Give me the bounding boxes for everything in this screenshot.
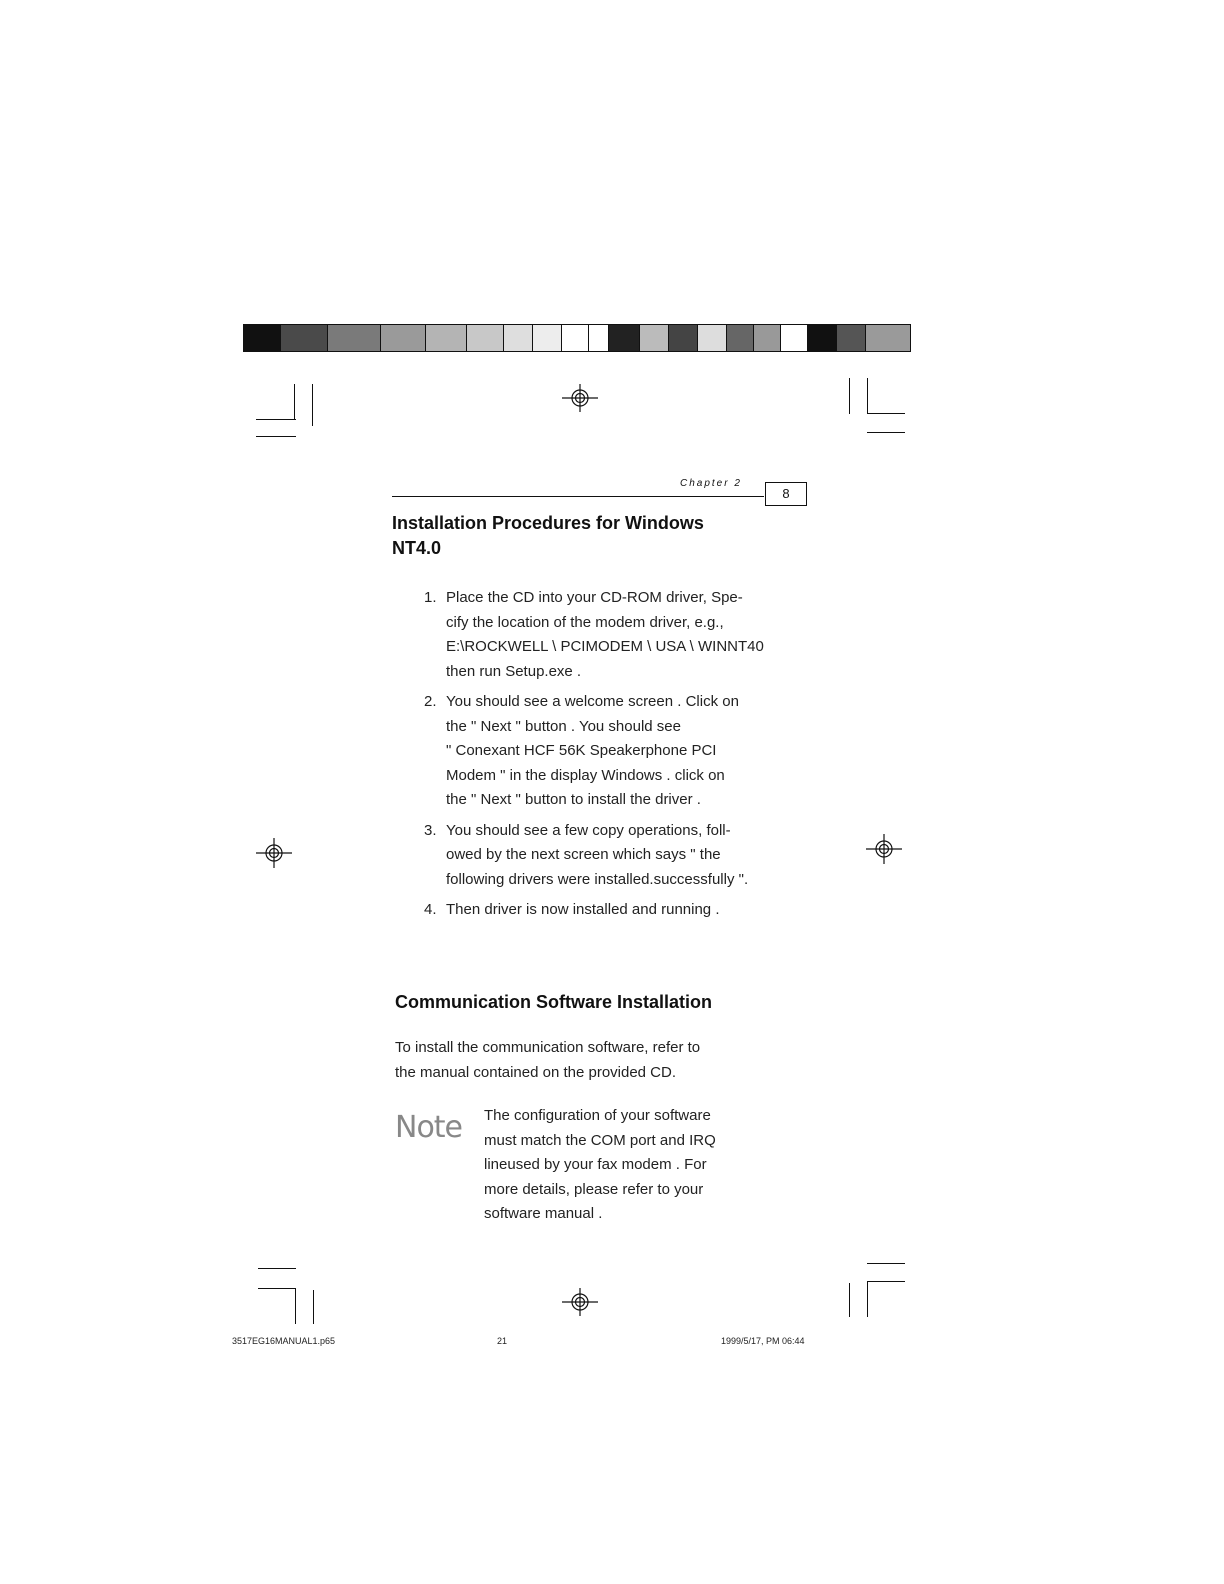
paragraph-line: the manual contained on the provided CD. (395, 1063, 677, 1081)
install-steps-list (424, 586, 794, 929)
crop-mark (849, 1283, 850, 1317)
crop-mark (258, 1288, 296, 1289)
crop-mark (849, 378, 850, 414)
registration-mark-icon (256, 838, 292, 868)
note-label: Note (395, 1110, 463, 1145)
crop-mark (867, 378, 868, 414)
crop-mark (867, 1263, 905, 1264)
section-heading-communication: Communication Software Installation (395, 992, 713, 1012)
heading-line: NT4.0 (392, 538, 442, 558)
registration-mark-icon (562, 384, 598, 412)
calibration-swatch (243, 324, 281, 352)
calibration-swatch (466, 324, 504, 352)
section-heading-nt40 (392, 511, 812, 561)
calibration-swatch (425, 324, 467, 352)
crop-mark (312, 384, 313, 426)
calibration-swatch (380, 324, 426, 352)
note-line: software manual . (484, 1205, 603, 1222)
communication-paragraph (395, 1036, 815, 1085)
registration-mark-icon (866, 834, 902, 864)
step-line: You should see a few copy operations, foll- (446, 821, 731, 839)
calibration-swatch (780, 324, 808, 352)
step-text (446, 690, 794, 813)
crop-mark (867, 1281, 905, 1282)
footer-filename: 3517EG16MANUAL1.p65 (232, 1336, 336, 1346)
crop-mark (867, 413, 905, 414)
calibration-swatch (608, 324, 640, 352)
crop-mark (258, 1268, 296, 1269)
step-line: E:\ROCKWELL \ PCIMODEM \ USA \ WINNT40 (446, 638, 764, 655)
step-number: 2. (424, 693, 437, 710)
step-number: 4. (424, 901, 437, 918)
step-line: Modem " in the display Windows . click on (446, 766, 725, 784)
note-line: must match the COM port and IRQ (484, 1131, 716, 1149)
chapter-label: Chapter 2 (680, 478, 742, 489)
step-line: You should see a welcome screen . Click on (446, 693, 739, 710)
crop-mark (295, 1288, 296, 1324)
step-text (446, 586, 794, 684)
calibration-swatch (639, 324, 669, 352)
calibration-swatch (726, 324, 754, 352)
step-number: 3. (424, 821, 437, 839)
note-line: The configuration of your software (484, 1107, 711, 1124)
paragraph-line: To install the communication software, refer to (395, 1039, 701, 1056)
list-item (424, 898, 794, 923)
step-line: then run Setup.exe . (446, 662, 582, 680)
crop-mark (256, 436, 296, 437)
page-number-box: 8 (765, 482, 807, 506)
step-line: owed by the next screen which says " the (446, 846, 721, 863)
footer-page: 21 (497, 1336, 508, 1346)
crop-mark (867, 1281, 868, 1317)
step-line: following drivers were installed.successfully ". (446, 870, 749, 888)
footer-timestamp: 1999/5/17, PM 06:44 (721, 1336, 805, 1346)
registration-mark-icon (562, 1288, 598, 1316)
step-line: the " Next " button . You should see (446, 717, 681, 735)
step-line: Place the CD into your CD-ROM driver, Spe- (446, 589, 743, 606)
heading-line: Installation Procedures for Windows (392, 513, 704, 533)
calibration-swatch (865, 324, 911, 352)
list-item (424, 690, 794, 813)
calibration-swatch (561, 324, 589, 352)
calibration-swatch (503, 324, 533, 352)
step-line: Then driver is now installed and running . (446, 901, 720, 918)
step-number: 1. (424, 589, 437, 606)
calibration-swatch (327, 324, 381, 352)
calibration-bar-right (608, 324, 910, 352)
calibration-swatch (753, 324, 781, 352)
step-line: " Conexant HCF 56K Speakerphone PCI (446, 742, 717, 759)
crop-mark (867, 432, 905, 433)
list-item (424, 586, 794, 684)
step-line: the " Next " button to install the driver . (446, 791, 701, 808)
calibration-swatch (697, 324, 727, 352)
calibration-swatch (280, 324, 328, 352)
step-line: cify the location of the modem driver, e.g., (446, 613, 724, 631)
crop-mark (294, 384, 295, 420)
crop-mark (256, 419, 296, 420)
note-line: lineused by your fax modem . For (484, 1156, 707, 1173)
note-text (484, 1104, 804, 1227)
list-item (424, 819, 794, 893)
calibration-swatch (532, 324, 562, 352)
step-text (446, 819, 794, 893)
calibration-swatch (836, 324, 866, 352)
header-rule (392, 496, 764, 497)
crop-mark (313, 1290, 314, 1324)
calibration-swatch (807, 324, 837, 352)
step-text (446, 898, 794, 923)
note-line: more details, please refer to your (484, 1180, 704, 1198)
calibration-bar-left (243, 324, 612, 352)
calibration-swatch (668, 324, 698, 352)
